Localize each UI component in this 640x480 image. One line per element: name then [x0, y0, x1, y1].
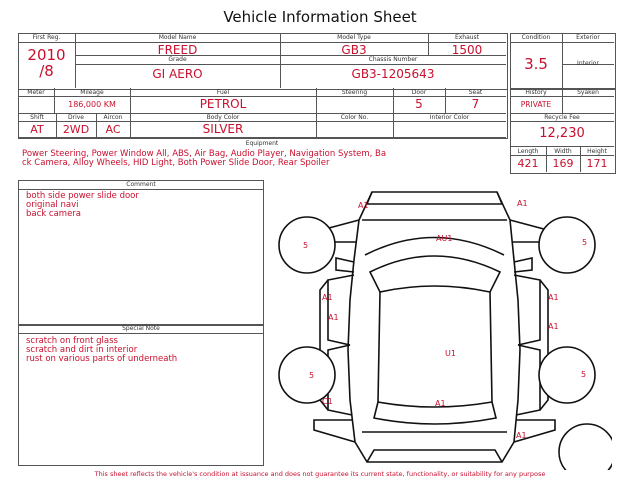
- seat-label: Seat: [468, 89, 483, 96]
- comment-line-1: both side power slide door: [26, 191, 139, 201]
- condition-value: 3.5: [524, 55, 548, 73]
- diag-rear: A1: [435, 399, 446, 408]
- exhaust-label: Exhaust: [454, 34, 480, 41]
- length-value: 421: [517, 157, 539, 170]
- diag-front-right: A1: [517, 199, 528, 208]
- model-type-label: Model Type: [337, 34, 371, 41]
- wheel-spare: [559, 424, 612, 470]
- mileage-value: 186,000 KM: [68, 100, 116, 109]
- diag-right-front-door: A1: [548, 293, 559, 302]
- mileage-label: Mileage: [80, 89, 104, 96]
- grade-label: Grade: [168, 56, 187, 63]
- wheel-rear-left: [279, 347, 335, 403]
- special-note-label: Special Note: [19, 325, 263, 334]
- syaken-label: Syaken: [577, 89, 599, 96]
- car-damage-diagram: [262, 180, 612, 470]
- model-name-value: FREED: [157, 43, 198, 57]
- steering-label: Steering: [341, 89, 368, 96]
- diag-roof: U1: [445, 349, 456, 358]
- special-note-line-3: rust on various parts of underneath: [26, 354, 178, 364]
- diag-front-left: A1: [358, 201, 369, 210]
- body-color-label: Body Color: [206, 114, 240, 121]
- diag-hood: AU1: [436, 234, 453, 243]
- special-note-line-1: scratch on front glass: [26, 336, 118, 346]
- wheel-rear-right: [539, 347, 595, 403]
- exhaust-value: 1500: [451, 43, 483, 57]
- first-reg-value: 2010 /8: [27, 46, 66, 80]
- model-type-value: GB3: [341, 43, 367, 57]
- fuel-label: Fuel: [216, 89, 230, 96]
- color-no-label: Color No.: [340, 114, 369, 121]
- height-value: 171: [586, 157, 608, 170]
- shift-value: AT: [30, 123, 44, 136]
- aircon-label: Aircon: [103, 114, 123, 121]
- history-label: History: [525, 89, 547, 96]
- comment-label: Comment: [19, 181, 263, 190]
- body-color-value: SILVER: [202, 122, 244, 136]
- diag-wheel-rl: 5: [309, 371, 315, 380]
- door-label: Door: [411, 89, 427, 96]
- model-name-label: Model Name: [158, 34, 197, 41]
- equipment-line-1: Power Steering, Power Window All, ABS, Air Bag, Audio Player, Navigation System, Ba: [22, 149, 387, 159]
- comment-line-2: original navi: [26, 200, 79, 210]
- height-label: Height: [587, 148, 607, 155]
- special-note-line-2: scratch and dirt in interior: [26, 345, 138, 355]
- seat-value: 7: [471, 97, 480, 111]
- chassis-value: GB3-1205643: [351, 67, 435, 81]
- diag-wheel-fl: 5: [303, 241, 309, 250]
- equipment-label: Equipment: [245, 140, 279, 147]
- diag-wheel-fr: 5: [582, 238, 588, 247]
- grade-value: GI AERO: [152, 67, 203, 81]
- door-value: 5: [415, 97, 423, 111]
- exterior-label: Exterior: [576, 34, 600, 41]
- diag-left-front-door: A1: [322, 293, 333, 302]
- chassis-label: Chassis Number: [368, 56, 418, 63]
- condition-label: Condition: [521, 34, 551, 41]
- diag-rear-bumper: A1: [516, 431, 527, 440]
- sheet-title: Vehicle Information Sheet: [223, 8, 417, 26]
- disclaimer-footer: This sheet reflects the vehicle's condition at issuance and does not guarantee its current state, functionality, or suitability for any purpose: [94, 470, 546, 478]
- equipment-line-2: ck Camera, Alloy Wheels, HID Light, Both Power Slide Door, Rear Spoiler: [22, 158, 330, 168]
- diag-wheel-rr: 5: [581, 370, 587, 379]
- recycle-fee-value: 12,230: [539, 126, 585, 141]
- interior-color-label: Interior Color: [429, 114, 470, 121]
- shift-label: Shift: [30, 114, 44, 121]
- fuel-value: PETROL: [199, 97, 247, 111]
- width-label: Width: [554, 148, 572, 155]
- first-reg-label: First Reg.: [32, 34, 61, 41]
- meter-label: Meter: [27, 89, 45, 96]
- interior-label: Interior: [577, 60, 599, 67]
- diag-rear-left: C1: [322, 397, 333, 406]
- diag-right-mid: A1: [548, 322, 559, 331]
- comment-line-3: back camera: [26, 209, 81, 219]
- recycle-fee-label: Recycle Fee: [544, 114, 580, 121]
- width-value: 169: [552, 157, 574, 170]
- drive-value: 2WD: [62, 123, 90, 136]
- history-value: PRIVATE: [520, 100, 552, 109]
- drive-label: Drive: [68, 114, 84, 121]
- length-label: Length: [517, 148, 539, 155]
- aircon-value: AC: [105, 123, 121, 136]
- diag-left-mid: A1: [328, 313, 339, 322]
